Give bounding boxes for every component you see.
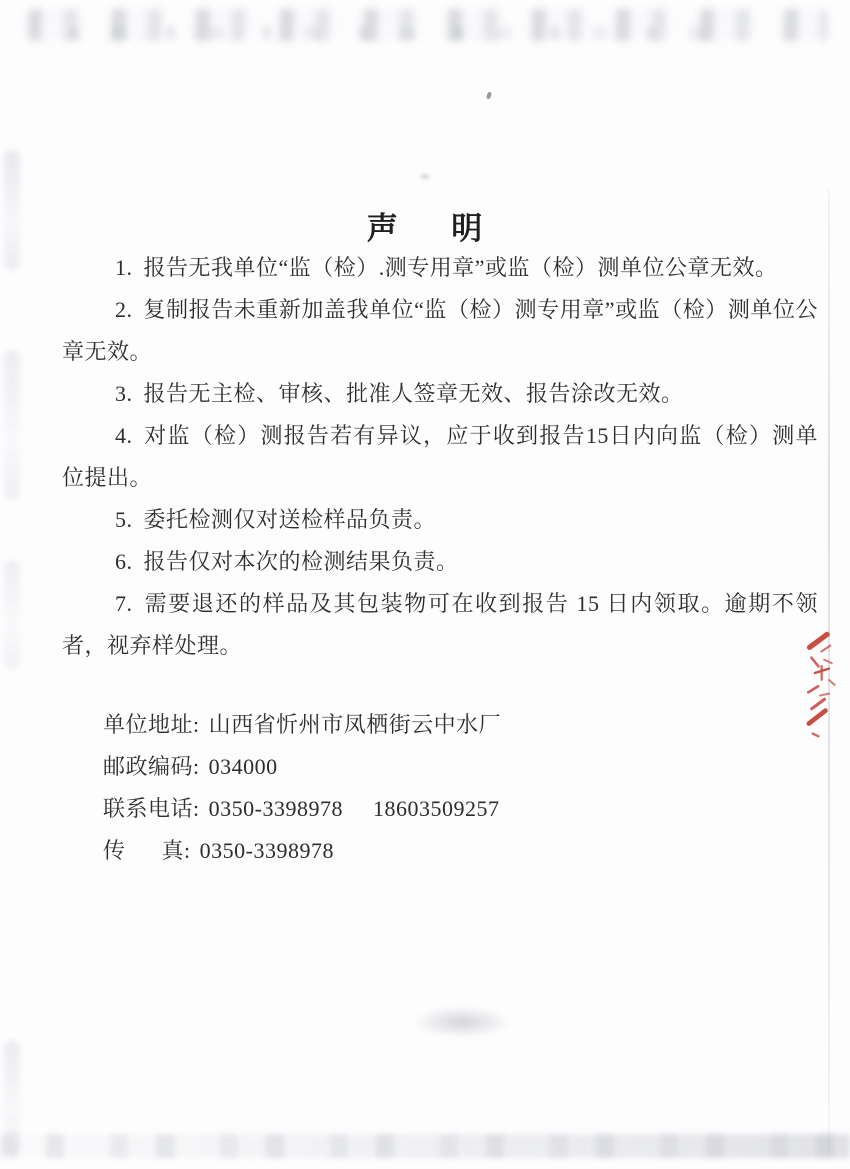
address-label: 单位地址: [103, 712, 200, 737]
statement-number: 3. [115, 381, 133, 406]
statement-item-4 [62, 415, 818, 499]
phone-value: 0350-3398978 18603509257 [208, 796, 500, 821]
statement-number: 7. [115, 591, 133, 616]
scan-smudge [412, 1006, 512, 1038]
contact-block [103, 704, 501, 872]
scan-streak-left [4, 560, 20, 670]
fax-value: 0350-3398978 [199, 838, 334, 863]
scan-speck [486, 92, 492, 100]
scan-noise-band-bottom [0, 1134, 850, 1158]
statement-list [62, 247, 818, 667]
contact-row-address [103, 704, 501, 746]
statement-number: 1. [115, 255, 133, 280]
contact-row-fax [103, 830, 501, 872]
statement-number: 2. [115, 297, 133, 322]
statement-text: 委托检测仅对送检样品负责。 [143, 507, 437, 532]
postcode-label: 邮政编码: [103, 754, 200, 779]
statement-text: 需要退还的样品及其包装物可在收到报告 15 日内领取。逾期不领者，视弃样处理。 [62, 591, 818, 658]
statement-text: 对监（检）测报告若有异议，应于收到报告15日内向监（检）测单位提出。 [62, 423, 818, 490]
statement-text: 报告仅对本次的检测结果负责。 [143, 549, 459, 574]
contact-row-phone [103, 788, 501, 830]
fax-label: 传 真: [103, 838, 191, 863]
statement-number: 5. [115, 507, 133, 532]
statement-number: 4. [115, 423, 133, 448]
statement-text: 报告无主检、审核、批准人签章无效、报告涂改无效。 [143, 381, 684, 406]
statement-item-2 [62, 289, 818, 373]
statement-number: 6. [115, 549, 133, 574]
phone-label: 联系电话: [103, 796, 200, 821]
scan-speck [418, 172, 432, 181]
statement-item-5 [62, 499, 818, 541]
statement-text: 复制报告未重新加盖我单位“监（检）测专用章”或监（检）测单位公章无效。 [62, 297, 818, 364]
statement-text: 报告无我单位“监（检）.测专用章”或监（检）测单位公章无效。 [143, 255, 778, 280]
postcode-value: 034000 [208, 754, 278, 779]
address-value: 山西省忻州市凤栖街云中水厂 [208, 712, 502, 737]
statement-item-6 [62, 541, 818, 583]
scan-noise-band-top-secondary [70, 26, 710, 40]
statement-item-1 [62, 247, 818, 289]
page-title: 声 明 [366, 211, 484, 246]
scan-streak-left [4, 350, 20, 500]
contact-row-postcode [103, 746, 501, 788]
statement-item-7 [62, 583, 818, 667]
scan-streak-left [4, 1040, 20, 1155]
statement-item-3 [62, 373, 818, 415]
